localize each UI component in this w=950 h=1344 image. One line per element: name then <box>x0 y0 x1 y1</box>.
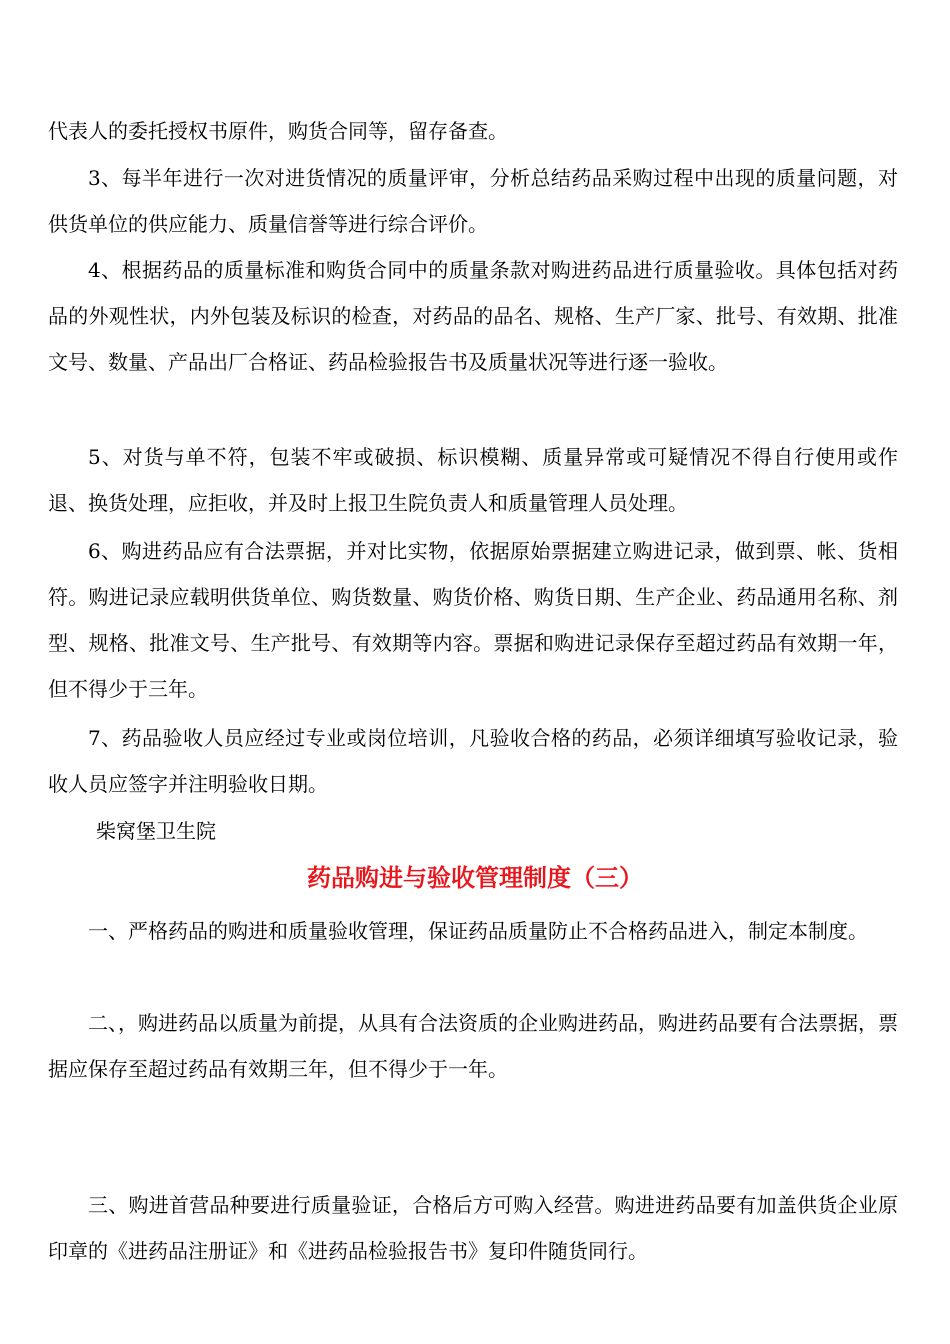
section-paragraph-3: 三、购进首营品种要进行质量验证，合格后方可购入经营。购进进药品要有加盖供货企业原印章的《进药品注册证》和《进药品检验报告书》复印件随货同行。 <box>48 1193 898 1263</box>
paragraph-item-4: 4、根据药品的质量标准和购货合同中的质量条款对购进药品进行质量验收。具体包括对药品的外观性状，内外包装及标识的检查，对药品的品名、规格、生产厂家、批号、有效期、批准文号、数量、产品出厂合格证、药品检验报告书及质量状况等进行逐一验收。 <box>48 258 898 374</box>
signature-org: 柴窝堡卫生院 <box>96 819 216 843</box>
section-paragraph-1: 一、严格药品的购进和质量验收管理，保证药品质量防止不合格药品进入，制定本制度。 <box>88 919 868 943</box>
section-title: 药品购进与验收管理制度（三） <box>307 863 643 892</box>
paragraph-item-5: 5、对货与单不符，包装不牢或破损、标识模糊、质量异常或可疑情况不得自行使用或作退、换货处理，应拒收，并及时上报卫生院负责人和质量管理人员处理。 <box>48 445 898 515</box>
paragraph-item-7: 7、药品验收人员应经过专业或岗位培训，凡验收合格的药品，必须详细填写验收记录，验收人员应签字并注明验收日期。 <box>48 726 898 796</box>
section-paragraph-2: 二、，购进药品以质量为前提，从具有合法资质的企业购进药品，购进药品要有合法票据，票据应保存至超过药品有效期三年，但不得少于一年。 <box>48 1011 898 1081</box>
paragraph-continuation: 代表人的委托授权书原件，购货合同等，留存备查。 <box>48 119 508 143</box>
paragraph-item-3: 3、每半年进行一次对进货情况的质量评审，分析总结药品采购过程中出现的质量问题，对供货单位的供应能力、质量信誉等进行综合评价。 <box>48 166 898 236</box>
paragraph-item-6: 6、购进药品应有合法票据，并对比实物，依据原始票据建立购进记录，做到票、帐、货相符。购进记录应载明供货单位、购货数量、购货价格、购货日期、生产企业、药品通用名称、剂型、规格、批准文号、生产批号、有效期等内容。票据和购进记录保存至超过药品有效期一年，但不得少于三年。 <box>48 539 898 701</box>
